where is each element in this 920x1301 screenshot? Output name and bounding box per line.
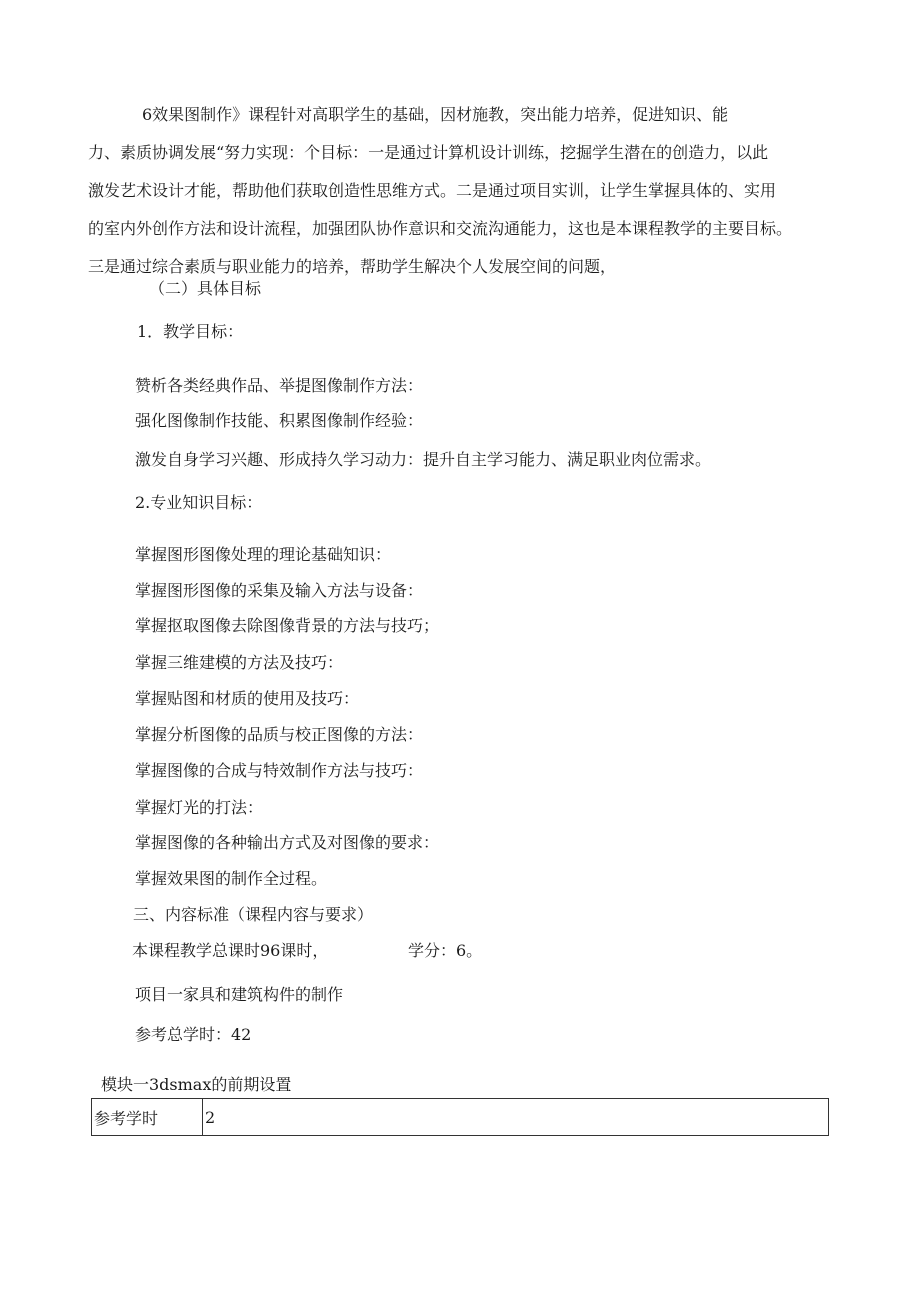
knowledge-goal-item: 掌握图像的各种输出方式及对图像的要求： [135, 833, 440, 852]
table-cell-value: 2 [203, 1099, 829, 1136]
intro-line: 力、素质协调发展“努力实现：个目标：一是通过计算机设计训练，挖掘学生潜在的创造力，以此 [88, 143, 769, 162]
section-heading-content-standard: 三、内容标准（课程内容与要求） [133, 905, 374, 924]
total-hours-text: 本课程教学总课时96课时， [132, 941, 329, 960]
knowledge-goal-item: 掌握图形图像的采集及输入方法与设备： [135, 581, 424, 600]
intro-paragraph [88, 96, 833, 286]
module-title: 模块一3dsmax的前期设置 [101, 1075, 292, 1094]
section-heading-specific-goals: （二）具体目标 [149, 279, 262, 298]
knowledge-goals-heading: 2.专业知识目标： [135, 493, 263, 512]
project-title: 项目一家具和建筑构件的制作 [135, 985, 344, 1004]
intro-line: 三是通过综合素质与职业能力的培养，帮助学生解决个人发展空间的问题， [88, 257, 617, 276]
teaching-goal-item: 强化图像制作技能、积累图像制作经验： [135, 411, 424, 430]
knowledge-goal-item: 掌握图像的合成与特效制作方法与技巧： [135, 761, 424, 780]
credit-text: 学分：6。 [408, 941, 483, 960]
knowledge-goal-item: 掌握三维建模的方法及技巧： [135, 653, 344, 672]
knowledge-goal-item: 掌握抠取图像去除图像背景的方法与技巧； [135, 616, 440, 635]
intro-line: 6效果图制作》课程针对高职学生的基础，因材施教，突出能力培养，促进知识、能 [142, 105, 729, 124]
knowledge-goal-item: 掌握图形图像处理的理论基础知识： [135, 545, 392, 564]
knowledge-goal-item: 掌握效果图的制作全过程。 [135, 869, 328, 888]
knowledge-goal-item: 掌握分析图像的品质与校正图像的方法： [135, 725, 424, 744]
knowledge-goal-item: 掌握灯光的打法： [135, 798, 264, 817]
project-reference-hours: 参考总学时：42 [135, 1025, 252, 1044]
teaching-goal-item: 激发自身学习兴趣、形成持久学习动力：提升自主学习能力、满足职业肉位需求。 [135, 450, 712, 469]
knowledge-goal-item: 掌握贴图和材质的使用及技巧： [135, 689, 360, 708]
table-cell-label: 参考学时 [92, 1099, 203, 1136]
module-hours-table [91, 1098, 829, 1136]
intro-line: 的室内外创作方法和设计流程，加强团队协作意识和交流沟通能力，这也是本课程教学的主要目标。 [88, 219, 793, 238]
teaching-goals-heading: 1．教学目标： [137, 322, 244, 341]
table-row [92, 1099, 829, 1136]
intro-line: 激发艺术设计才能，帮助他们获取创造性思维方式。二是通过项目实训，让学生掌握具体的、实用 [88, 181, 777, 200]
teaching-goal-item: 赞析各类经典作品、举提图像制作方法： [135, 376, 424, 395]
